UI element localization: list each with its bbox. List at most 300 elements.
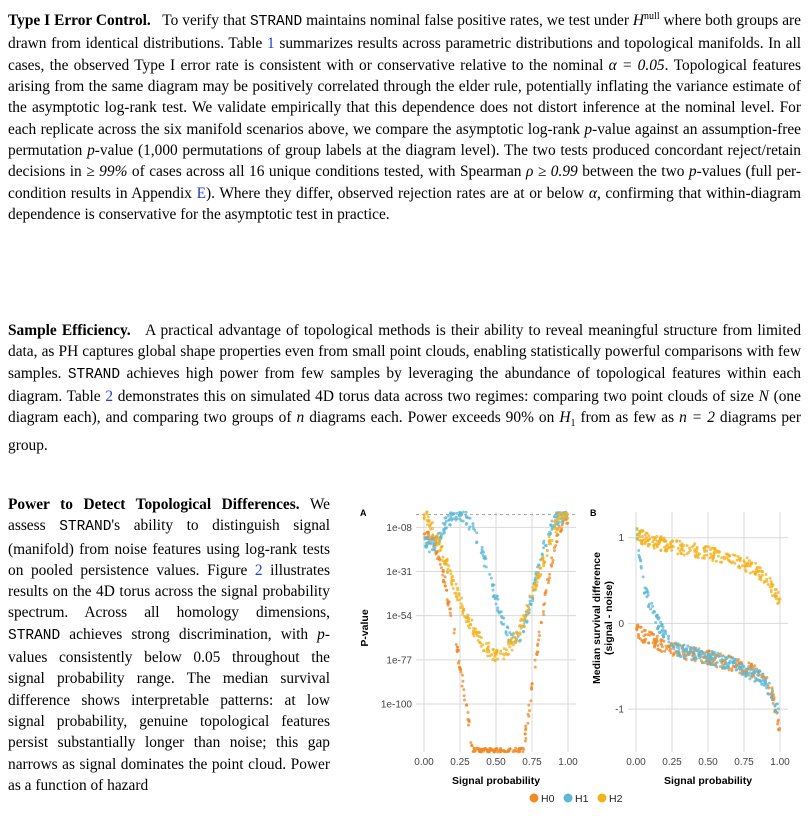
data-point (549, 524, 552, 527)
data-point (692, 650, 695, 653)
data-point (537, 573, 540, 576)
data-point (774, 709, 777, 712)
data-point (688, 646, 691, 649)
data-point (491, 658, 494, 661)
data-point (555, 534, 558, 537)
data-point (478, 641, 481, 644)
data-point (678, 653, 681, 656)
data-point (542, 546, 545, 549)
data-point (542, 542, 545, 545)
data-point (676, 552, 679, 555)
data-point (766, 692, 769, 695)
data-point (559, 529, 562, 532)
data-point (500, 750, 503, 753)
data-point (542, 610, 545, 613)
data-point (718, 655, 721, 658)
data-point (774, 592, 777, 595)
data-point (695, 549, 698, 552)
data-point (777, 707, 780, 710)
data-point (677, 547, 680, 550)
data-point (536, 577, 539, 580)
data-point (467, 724, 470, 727)
math-alpha: α = 0.05 (608, 56, 665, 74)
data-point (465, 516, 468, 519)
x-axis-label-b: Signal probability (663, 775, 753, 787)
text: , confirming that within-diagram dependence is conservative for the asymptotic test in practice. (8, 184, 801, 223)
data-point (453, 628, 456, 631)
data-point (749, 671, 752, 674)
data-point (753, 667, 756, 670)
data-point (448, 608, 451, 611)
data-point (528, 594, 531, 597)
data-point (764, 682, 767, 685)
data-point (431, 533, 434, 536)
data-point (465, 522, 468, 525)
math-h: H (559, 409, 571, 427)
data-point (446, 568, 449, 571)
data-point (662, 634, 665, 637)
data-point (669, 643, 672, 646)
data-point (754, 677, 757, 680)
data-point (474, 628, 477, 631)
data-point (716, 652, 719, 655)
data-point (461, 680, 464, 683)
data-point (482, 649, 485, 652)
data-point (667, 645, 670, 648)
data-point (753, 680, 756, 683)
data-point (461, 674, 464, 677)
data-point (513, 632, 516, 635)
data-point (771, 688, 774, 691)
data-point (758, 577, 761, 580)
table-ref-link[interactable]: 1 (267, 35, 275, 53)
data-point (644, 629, 647, 632)
data-point (660, 643, 663, 646)
data-point (775, 703, 778, 706)
data-point (481, 550, 484, 553)
data-point (427, 516, 430, 519)
data-point (723, 662, 726, 665)
data-point (547, 579, 550, 582)
data-point (647, 534, 650, 537)
data-point (537, 563, 540, 566)
paragraph-power (8, 494, 330, 796)
legend (530, 793, 623, 805)
data-point (445, 589, 448, 592)
data-point (774, 588, 777, 591)
data-point (690, 658, 693, 661)
data-point (442, 569, 445, 572)
text: 's ability to distinguish signal (manifold) from noise features using log-rank tests on pooled persistence values. Figure (8, 517, 330, 579)
data-point (510, 637, 513, 640)
data-point (778, 727, 781, 730)
data-point (556, 540, 559, 543)
data-point (457, 662, 460, 665)
text: illustrates results on the 4D torus across the signal probability spectrum. Across all homology dimensions, (8, 561, 330, 622)
legend-label: H2 (609, 793, 623, 805)
data-point (463, 694, 466, 697)
legend-item-h1 (564, 793, 589, 805)
data-point (557, 523, 560, 526)
text: from as few as (580, 409, 675, 427)
x-tick-label: 0.25 (662, 757, 682, 768)
data-point (753, 572, 756, 575)
data-point (519, 619, 522, 622)
legend-item-h0 (530, 793, 555, 805)
data-point (461, 685, 464, 688)
data-point (473, 529, 476, 532)
data-point (542, 564, 545, 567)
data-point (660, 650, 663, 653)
data-point (453, 632, 456, 635)
data-point (466, 616, 469, 619)
data-point (526, 722, 529, 725)
panel-a (359, 508, 578, 787)
panel-a-label: A (360, 508, 367, 518)
data-point (539, 573, 542, 576)
data-point (439, 563, 442, 566)
data-point (553, 523, 556, 526)
data-point (462, 607, 465, 610)
data-point (717, 555, 720, 558)
data-point (442, 579, 445, 582)
data-point (449, 523, 452, 526)
data-point (444, 560, 447, 563)
data-point (514, 750, 517, 753)
panel-b (590, 508, 790, 787)
data-point (765, 686, 768, 689)
data-point (470, 619, 473, 622)
data-point (712, 556, 715, 559)
data-point (438, 549, 441, 552)
data-point (485, 642, 488, 645)
data-point (652, 538, 655, 541)
data-point (450, 582, 453, 585)
data-point (526, 604, 529, 607)
data-point (749, 564, 752, 567)
data-point (428, 550, 431, 553)
data-point (507, 653, 510, 656)
data-point (748, 677, 751, 680)
data-point (496, 658, 499, 661)
math-n-eq: n = 2 (679, 409, 715, 427)
data-point (647, 594, 650, 597)
data-point (524, 732, 527, 735)
data-point (527, 704, 530, 707)
data-point (423, 517, 426, 520)
data-point (459, 668, 462, 671)
data-point (688, 652, 691, 655)
data-point (768, 682, 771, 685)
figure-ref-link[interactable]: 2 (254, 561, 263, 579)
heading-power: Power to Detect Topological Differences. (8, 496, 300, 513)
data-point (770, 580, 773, 583)
data-point (743, 564, 746, 567)
data-point (469, 623, 472, 626)
data-point (758, 669, 761, 672)
data-point (552, 559, 555, 562)
method-name: STRAND (249, 14, 303, 31)
data-point (435, 538, 438, 541)
data-point (510, 633, 513, 636)
data-point (528, 709, 531, 712)
math-alpha: α (588, 184, 597, 202)
x-tick-label: 0.75 (734, 757, 754, 768)
data-point (522, 623, 525, 626)
data-point (682, 649, 685, 652)
data-point (669, 651, 672, 654)
table-ref-link[interactable]: 2 (105, 387, 114, 405)
text: achieves strong discrimination, with (69, 625, 309, 643)
data-point (452, 587, 455, 590)
data-point (495, 748, 498, 751)
data-point (711, 660, 714, 663)
data-point (696, 649, 699, 652)
text: -value (1,000 permutations of group labels at the diagram level). The two tests produced concordant reject/retain decisions in (8, 141, 801, 181)
data-point (648, 537, 651, 540)
data-point (674, 642, 677, 645)
data-point (761, 673, 764, 676)
data-point (728, 559, 731, 562)
data-point (643, 586, 646, 589)
data-point (648, 630, 651, 633)
data-point (724, 657, 727, 660)
data-point (449, 614, 452, 617)
data-point (472, 631, 475, 634)
data-point (472, 747, 475, 750)
data-point (475, 540, 478, 543)
data-point (548, 540, 551, 543)
data-point (665, 547, 668, 550)
data-point (516, 632, 519, 635)
text: -values consistently below 0.05 throughout the signal probability range. The median survival difference shows interpretable patterns: at low signal probability, genuine topological features persist substantially longer than noise; this gap narrows as signal dominates the point cloud. Power as a function of hazard (8, 625, 330, 794)
data-point (548, 531, 551, 534)
data-point (700, 656, 703, 659)
y-tick-label: 0 (618, 618, 624, 630)
data-point (496, 606, 499, 609)
data-point (441, 556, 444, 559)
data-point (736, 555, 739, 558)
data-point (638, 536, 641, 539)
data-point (667, 641, 670, 644)
data-point (685, 655, 688, 658)
data-point (641, 530, 644, 533)
data-point (566, 517, 569, 520)
data-point (776, 602, 779, 605)
data-point (443, 523, 446, 526)
data-point (723, 558, 726, 561)
data-point (445, 520, 448, 523)
data-point (478, 635, 481, 638)
data-point (502, 617, 505, 620)
y-axis-label-b-line1: Median survival difference (591, 552, 603, 684)
data-point (488, 573, 491, 576)
data-point (651, 605, 654, 608)
y-tick-label: 1e-77 (386, 655, 412, 667)
data-point (542, 556, 545, 559)
data-point (772, 702, 775, 705)
appendix-ref-link[interactable]: E (196, 184, 207, 202)
y-tick-label: -1 (615, 704, 624, 716)
y-axis-label-b-line2: (signal - noise) (603, 580, 615, 656)
data-point (531, 586, 534, 589)
data-point (438, 543, 441, 546)
data-point (495, 649, 498, 652)
data-point (637, 636, 640, 639)
data-point (465, 511, 468, 514)
y-tick-label: 1e-100 (380, 699, 412, 711)
data-point (466, 614, 469, 617)
data-point (719, 659, 722, 662)
method-name: STRAND (59, 519, 112, 536)
data-point (507, 749, 510, 752)
data-point (507, 641, 510, 644)
x-tick-label: 0.50 (486, 757, 506, 768)
legend-label: H1 (575, 793, 589, 805)
data-point (436, 533, 439, 536)
data-point (505, 648, 508, 651)
data-point (524, 740, 527, 743)
data-point (428, 541, 431, 544)
data-point (637, 549, 640, 552)
data-point (646, 539, 649, 542)
data-point (524, 724, 527, 727)
data-point (424, 545, 427, 548)
data-point (730, 667, 733, 670)
data-point (516, 640, 519, 643)
data-point (748, 559, 751, 562)
data-point (746, 556, 749, 559)
data-point (511, 649, 514, 652)
data-point (746, 671, 749, 674)
data-point (536, 644, 539, 647)
data-point (455, 512, 458, 515)
data-point (691, 545, 694, 548)
data-point (703, 554, 706, 557)
data-point (558, 514, 561, 517)
data-point (538, 567, 541, 570)
data-point (534, 666, 537, 669)
y-tick-label: 1e-31 (386, 567, 412, 579)
data-point (694, 647, 697, 650)
data-point (450, 514, 453, 517)
data-point (458, 514, 461, 517)
data-point (672, 654, 675, 657)
data-point (519, 633, 522, 636)
data-point (733, 562, 736, 565)
data-point (456, 586, 459, 589)
data-point (647, 641, 650, 644)
data-point (701, 661, 704, 664)
data-point (514, 747, 517, 750)
data-point (531, 589, 534, 592)
data-point (531, 595, 534, 598)
data-point (454, 518, 457, 521)
data-point (444, 575, 447, 578)
paragraph-type-i-error (8, 6, 801, 225)
data-point (472, 750, 475, 753)
data-point (495, 602, 498, 605)
data-point (739, 558, 742, 561)
data-point (731, 656, 734, 659)
math-sup-null: null (644, 11, 660, 22)
data-point (502, 657, 505, 660)
data-point (541, 553, 544, 556)
data-point (463, 698, 466, 701)
math-p: p (317, 625, 325, 643)
data-point (543, 561, 546, 564)
data-point (524, 728, 527, 731)
data-point (433, 547, 436, 550)
data-point (455, 595, 458, 598)
data-point (551, 539, 554, 542)
data-point (427, 531, 430, 534)
data-point (534, 659, 537, 662)
data-point (561, 515, 564, 518)
text: ). Where they differ, observed rejection rates are at or below (206, 184, 585, 202)
data-point (764, 677, 767, 680)
data-point (655, 637, 658, 640)
data-point (685, 544, 688, 547)
data-point (468, 528, 471, 531)
data-point (551, 520, 554, 523)
y-tick-label: 1e-54 (386, 611, 412, 623)
data-point (665, 647, 668, 650)
y-tick-label: 1e-08 (386, 522, 412, 534)
data-point (492, 584, 495, 587)
data-point (471, 744, 474, 747)
data-point (452, 579, 455, 582)
data-point (456, 645, 459, 648)
data-point (428, 525, 431, 528)
paragraph-sample-efficiency (8, 320, 801, 456)
data-point (644, 638, 647, 641)
data-point (536, 653, 539, 656)
data-point (529, 600, 532, 603)
data-point (763, 580, 766, 583)
data-point (770, 697, 773, 700)
data-point (536, 580, 539, 583)
data-point (460, 602, 463, 605)
data-point (527, 713, 530, 716)
data-point (546, 549, 549, 552)
data-point (556, 528, 559, 531)
data-point (469, 741, 472, 744)
heading-sample-efficiency: Sample Efficiency. (8, 322, 131, 339)
data-point (455, 583, 458, 586)
data-point (660, 624, 663, 627)
data-point (423, 513, 426, 516)
legend-marker (530, 794, 539, 803)
data-point (735, 668, 738, 671)
data-point (445, 516, 448, 519)
data-point (776, 720, 779, 723)
data-point (676, 646, 679, 649)
text: -values (full per-condition results in Appendix (8, 163, 801, 202)
data-point (503, 654, 506, 657)
data-point (649, 607, 652, 610)
data-point (777, 591, 780, 594)
data-point (743, 561, 746, 564)
data-point (524, 737, 527, 740)
data-point (636, 624, 639, 627)
math-geq: ≥ 99% (86, 163, 128, 181)
data-point (426, 537, 429, 540)
data-point (499, 650, 502, 653)
data-point (508, 646, 511, 649)
data-point (758, 679, 761, 682)
data-point (523, 618, 526, 621)
